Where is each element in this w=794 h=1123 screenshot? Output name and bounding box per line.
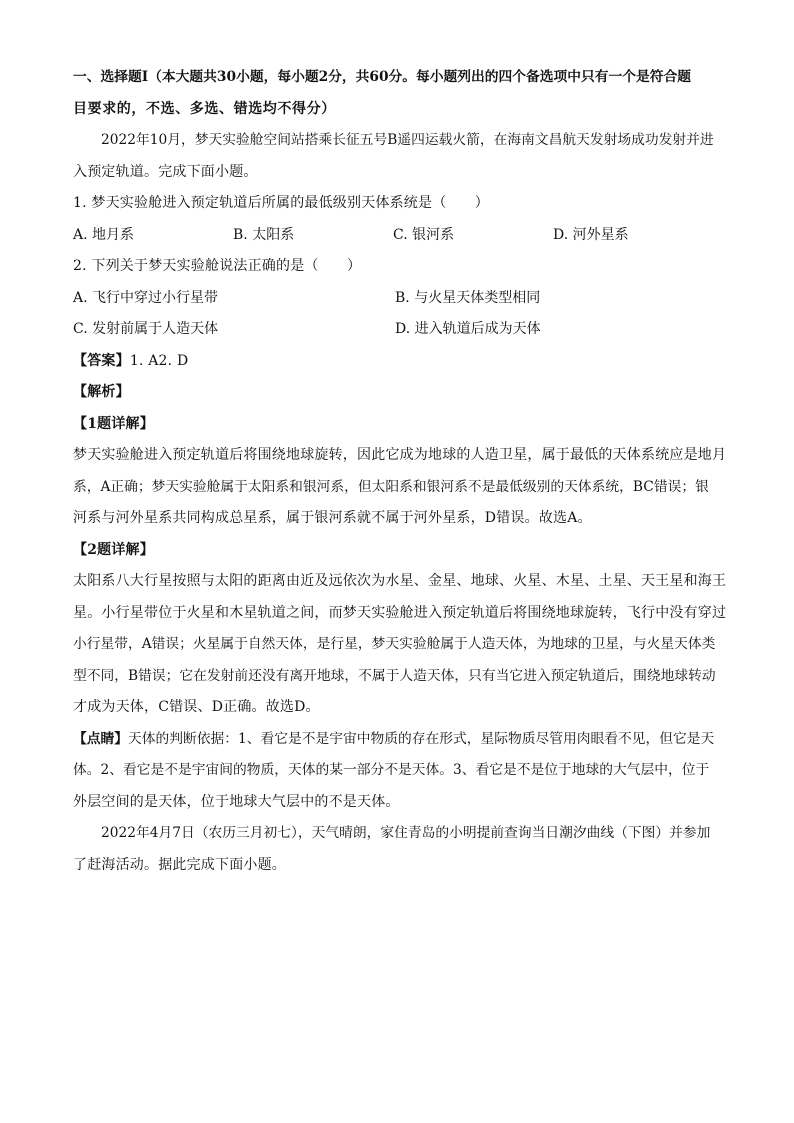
question2-option-c: C. 发射前属于人造天体 (73, 321, 219, 337)
tip-tag: 【点睛】 (73, 730, 129, 747)
detail2-line3: 小行星带，A错误；火星属于自然天体，是行星，梦天实验舱属于人造天体，为地球的卫星，与火星天体类 (73, 636, 716, 652)
question1-option-b: B. 太阳系 (233, 226, 295, 243)
detail2-line1: 太阳系八大行星按照与太阳的距离由近及远依次为水星、金星、地球、火星、木星、土星、天王星和海王 (73, 573, 727, 589)
detail2-line2: 星。小行星带位于火星和木星轨道之间，而梦天实验舱进入预定轨道后将围绕地球旋转，飞行中没有穿过 (73, 604, 727, 621)
analysis-tag: 【解析】 (73, 384, 130, 400)
document-page (73, 62, 725, 881)
tip-line2: 体。2、看它是不是宇宙间的物质，天体的某一部分不是天体。3、看它是不是位于地球的大气层中，位于 (73, 762, 710, 778)
question2-option-b: B. 与火星天体类型相同 (395, 289, 541, 306)
passage2-line2: 了赶海活动。据此完成下面小题。 (73, 856, 286, 873)
answer-tag: 【答案】 (73, 352, 130, 369)
detail1-line1: 梦天实验舱进入预定轨道后将围绕地球旋转，因此它成为地球的人造卫星，属于最低的天体系统应是地月 (73, 447, 727, 463)
question1-options (73, 220, 725, 252)
passage1-line1: 2022年10月，梦天实验舱空间站搭乘长征五号B遥四运载火箭，在海南文昌航天发射场成功发射并进 (101, 132, 714, 148)
passage1-line2: 入预定轨道。完成下面小题。 (73, 163, 258, 180)
tip-line1 (73, 724, 725, 756)
detail1-line3: 河系与河外星系共同构成总星系，属于银河系就不属于河外星系，D错误。故选A。 (73, 510, 592, 526)
detail2-line4: 型不同，B错误；它在发射前还没有离开地球，不属于人造天体，只有当它进入预定轨道后，围绕地球转动 (73, 667, 716, 684)
detail1-line2: 系，A正确；梦天实验舱属于太阳系和银河系，但太阳系和银河系不是最低级别的天体系统，BC错误；银 (73, 478, 709, 495)
question2-options-row1 (73, 283, 725, 315)
question1-option-c: C. 银河系 (393, 226, 455, 243)
section-heading-line2: 目要求的，不选、多选、错选均不得分） (73, 100, 336, 117)
detail2-tag: 【2题详解】 (73, 541, 154, 558)
question2-option-d: D. 进入轨道后成为天体 (395, 321, 541, 337)
detail1-tag: 【1题详解】 (73, 415, 154, 432)
answer-text: 1. A2. D (129, 352, 189, 369)
answer-line (73, 346, 725, 378)
question2-stem: 2. 下列关于梦天实验舱说法正确的是（ ） (73, 258, 362, 274)
question1-stem: 1. 梦天实验舱进入预定轨道后所属的最低级别天体系统是（ ） (73, 195, 490, 211)
section-heading-line1: 一、选择题Ⅰ（本大题共30小题，每小题2分，共60分。每小题列出的四个备选项中只有一个是符合题 (73, 69, 692, 85)
question2-options-row2 (73, 314, 725, 346)
question1-option-a: A. 地月系 (73, 226, 135, 243)
detail2-line5: 才成为天体，C错误、D正确。故选D。 (73, 699, 320, 715)
tip-text-line1: 天体的判断依据：1、看它是不是宇宙中物质的存在形式，星际物质尽管用肉眼看不见，但它是天 (128, 730, 715, 747)
question2-option-a: A. 飞行中穿过小行星带 (73, 289, 219, 306)
question1-option-d: D. 河外星系 (553, 226, 629, 243)
passage2-line1: 2022年4月7日（农历三月初七），天气晴朗，家住青岛的小明提前查询当日潮汐曲线（下图）并参加 (101, 825, 711, 841)
tip-line3: 外层空间的是天体，位于地球大气层中的不是天体。 (73, 793, 400, 810)
